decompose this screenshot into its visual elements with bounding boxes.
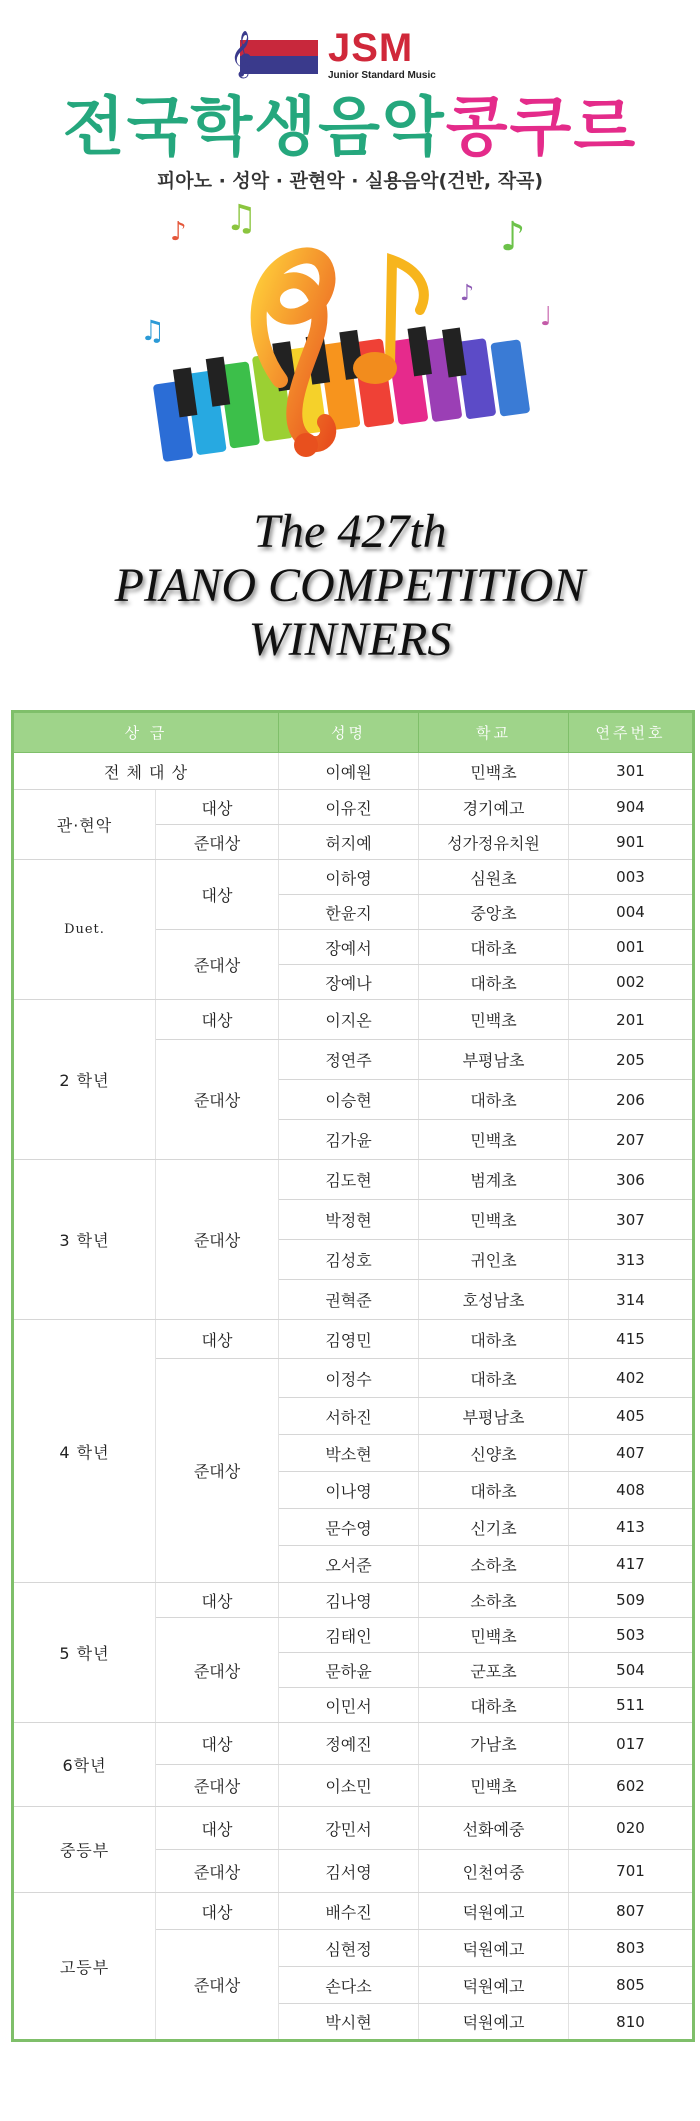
winner-school: 대하초 (419, 1472, 569, 1509)
winner-school: 덕원예고 (419, 1967, 569, 2004)
winner-school: 덕원예고 (419, 1930, 569, 1967)
winner-school: 민백초 (419, 1765, 569, 1807)
winner-name: 김나영 (279, 1583, 419, 1618)
winner-name: 박시현 (279, 2004, 419, 2041)
winner-name: 김서영 (279, 1850, 419, 1893)
winner-number: 803 (569, 1930, 694, 1967)
winner-number: 402 (569, 1359, 694, 1398)
winner-number: 002 (569, 965, 694, 1000)
winner-name: 박소현 (279, 1435, 419, 1472)
winner-number: 307 (569, 1200, 694, 1240)
header-number: 연주번호 (569, 712, 694, 753)
winner-name: 장예나 (279, 965, 419, 1000)
title-part2: 콩쿠르 (445, 91, 638, 165)
winner-school: 민백초 (419, 753, 569, 790)
winner-school: 덕원예고 (419, 1893, 569, 1930)
award-cell: 대상 (156, 1000, 279, 1040)
category-cell: 중등부 (13, 1807, 156, 1893)
winner-number: 504 (569, 1653, 694, 1688)
award-cell: 준대상 (156, 1359, 279, 1583)
winner-school: 덕원예고 (419, 2004, 569, 2041)
winner-name: 오서준 (279, 1546, 419, 1583)
category-cell: 고등부 (13, 1893, 156, 2041)
winner-name: 정예진 (279, 1723, 419, 1765)
winner-number: 805 (569, 1967, 694, 2004)
winner-number: 001 (569, 930, 694, 965)
winner-name: 강민서 (279, 1807, 419, 1850)
winner-number: 407 (569, 1435, 694, 1472)
winner-name: 장예서 (279, 930, 419, 965)
award-cell: 준대상 (156, 1040, 279, 1160)
award-cell: 대상 (156, 860, 279, 930)
table-header-row (13, 712, 694, 753)
winner-name: 문하윤 (279, 1653, 419, 1688)
table-row (13, 1000, 694, 1040)
winner-number: 413 (569, 1509, 694, 1546)
svg-text:♩: ♩ (540, 302, 553, 332)
winner-school: 대하초 (419, 1080, 569, 1120)
winners-table-container (11, 710, 691, 2042)
award-cell: 대상 (156, 1893, 279, 1930)
winner-school: 민백초 (419, 1618, 569, 1653)
winner-school: 경기예고 (419, 790, 569, 825)
header-school: 학교 (419, 712, 569, 753)
winner-number: 020 (569, 1807, 694, 1850)
winner-name: 이나영 (279, 1472, 419, 1509)
winner-school: 부평남초 (419, 1398, 569, 1435)
winner-name: 이소민 (279, 1765, 419, 1807)
winner-number: 017 (569, 1723, 694, 1765)
logo-brand: JSM (328, 26, 414, 70)
table-row (13, 753, 694, 790)
winner-school: 성가정유치원 (419, 825, 569, 860)
winner-school: 대하초 (419, 965, 569, 1000)
winner-name: 이유진 (279, 790, 419, 825)
winner-name: 손다소 (279, 1967, 419, 2004)
winner-name: 이예원 (279, 753, 419, 790)
table-row (13, 860, 694, 895)
award-cell: 대상 (156, 790, 279, 825)
award-cell: 준대상 (156, 1765, 279, 1807)
winner-school: 군포초 (419, 1653, 569, 1688)
winner-name: 이승현 (279, 1080, 419, 1120)
table-row (13, 1893, 694, 1930)
winner-number: 417 (569, 1546, 694, 1583)
winner-school: 소하초 (419, 1546, 569, 1583)
winner-number: 511 (569, 1688, 694, 1723)
competition-line1: The 427th (253, 505, 447, 558)
category-cell: 3 학년 (13, 1160, 156, 1320)
winner-school: 심원초 (419, 860, 569, 895)
award-cell: 준대상 (156, 825, 279, 860)
winner-number: 405 (569, 1398, 694, 1435)
header (0, 0, 700, 700)
winner-name: 배수진 (279, 1893, 419, 1930)
winner-name: 김도현 (279, 1160, 419, 1200)
winner-number: 408 (569, 1472, 694, 1509)
award-overall-grand: 전 체 대 상 (13, 753, 279, 790)
winner-school: 선화예중 (419, 1807, 569, 1850)
winner-name: 김태인 (279, 1618, 419, 1653)
award-cell: 대상 (156, 1723, 279, 1765)
winner-number: 314 (569, 1280, 694, 1320)
category-cell: 관·현악 (13, 790, 156, 860)
winner-number: 503 (569, 1618, 694, 1653)
award-cell: 준대상 (156, 1618, 279, 1723)
winner-number: 313 (569, 1240, 694, 1280)
winner-school: 신기초 (419, 1509, 569, 1546)
subtitle: 피아노 · 성악 · 관현악 · 실용음악(건반, 작곡) (156, 170, 544, 192)
winner-name: 서하진 (279, 1398, 419, 1435)
winner-name: 문수영 (279, 1509, 419, 1546)
competition-line3: WINNERS (248, 613, 452, 666)
winner-number: 509 (569, 1583, 694, 1618)
winner-number: 301 (569, 753, 694, 790)
winner-number: 004 (569, 895, 694, 930)
category-cell: 2 학년 (13, 1000, 156, 1160)
svg-text:♪: ♪ (170, 217, 187, 247)
winner-school: 호성남초 (419, 1280, 569, 1320)
winner-name: 이민서 (279, 1688, 419, 1723)
table-row (13, 790, 694, 825)
page-title (0, 92, 700, 164)
svg-text:♪: ♪ (500, 214, 526, 260)
award-cell: 준대상 (156, 1930, 279, 2041)
competition-line2: PIANO COMPETITION (114, 559, 586, 612)
winner-number: 602 (569, 1765, 694, 1807)
category-cell: Duet. (13, 860, 156, 1000)
svg-text:♪: ♪ (460, 281, 475, 306)
winner-number: 807 (569, 1893, 694, 1930)
winner-school: 범계초 (419, 1160, 569, 1200)
winner-number: 207 (569, 1120, 694, 1160)
award-cell: 대상 (156, 1320, 279, 1359)
winner-number: 415 (569, 1320, 694, 1359)
winner-school: 민백초 (419, 1000, 569, 1040)
winner-school: 신양초 (419, 1435, 569, 1472)
winner-name: 허지예 (279, 825, 419, 860)
winner-name: 이정수 (279, 1359, 419, 1398)
title-part1: 전국학생음악 (62, 91, 446, 165)
winner-number: 904 (569, 790, 694, 825)
winner-name: 김가윤 (279, 1120, 419, 1160)
music-notes-piano-keys-illustration (130, 190, 590, 480)
category-cell: 5 학년 (13, 1583, 156, 1723)
winner-school: 대하초 (419, 1359, 569, 1398)
winner-school: 부평남초 (419, 1040, 569, 1080)
winner-name: 한윤지 (279, 895, 419, 930)
winner-school: 소하초 (419, 1583, 569, 1618)
winner-name: 이지온 (279, 1000, 419, 1040)
winner-name: 이하영 (279, 860, 419, 895)
winner-name: 정연주 (279, 1040, 419, 1080)
winner-number: 701 (569, 1850, 694, 1893)
competition-title (0, 505, 700, 667)
header-name: 성명 (279, 712, 419, 753)
winner-name: 김영민 (279, 1320, 419, 1359)
table-row (13, 1160, 694, 1200)
award-cell: 준대상 (156, 1160, 279, 1320)
table-row (13, 1583, 694, 1618)
award-cell: 대상 (156, 1583, 279, 1618)
winner-school: 대하초 (419, 1320, 569, 1359)
winner-number: 306 (569, 1160, 694, 1200)
svg-text:♫: ♫ (225, 198, 258, 239)
winner-name: 박정현 (279, 1200, 419, 1240)
winner-name: 김성호 (279, 1240, 419, 1280)
winner-number: 205 (569, 1040, 694, 1080)
winner-number: 201 (569, 1000, 694, 1040)
table-row (13, 1723, 694, 1765)
winner-number: 206 (569, 1080, 694, 1120)
winner-name: 권혁준 (279, 1280, 419, 1320)
award-cell: 대상 (156, 1807, 279, 1850)
winner-name: 심현정 (279, 1930, 419, 1967)
winners-table (11, 710, 695, 2042)
jsm-logo (230, 28, 436, 81)
winner-school: 귀인초 (419, 1240, 569, 1280)
winner-number: 003 (569, 860, 694, 895)
winner-school: 중앙초 (419, 895, 569, 930)
table-row (13, 1807, 694, 1850)
winner-school: 민백초 (419, 1120, 569, 1160)
table-row (13, 1320, 694, 1359)
category-cell: 6학년 (13, 1723, 156, 1807)
winner-number: 810 (569, 2004, 694, 2041)
winner-school: 대하초 (419, 1688, 569, 1723)
winner-school: 민백초 (419, 1200, 569, 1240)
svg-text:♫: ♫ (140, 314, 166, 347)
header-award: 상 급 (13, 712, 279, 753)
winner-school: 가남초 (419, 1723, 569, 1765)
award-cell: 준대상 (156, 1850, 279, 1893)
logo-mark-icon: 𝄞 (230, 30, 320, 80)
winner-school: 인천여중 (419, 1850, 569, 1893)
logo-subtext: Junior Standard Music (328, 70, 436, 81)
category-cell: 4 학년 (13, 1320, 156, 1583)
award-cell: 준대상 (156, 930, 279, 1000)
winner-number: 901 (569, 825, 694, 860)
winner-school: 대하초 (419, 930, 569, 965)
